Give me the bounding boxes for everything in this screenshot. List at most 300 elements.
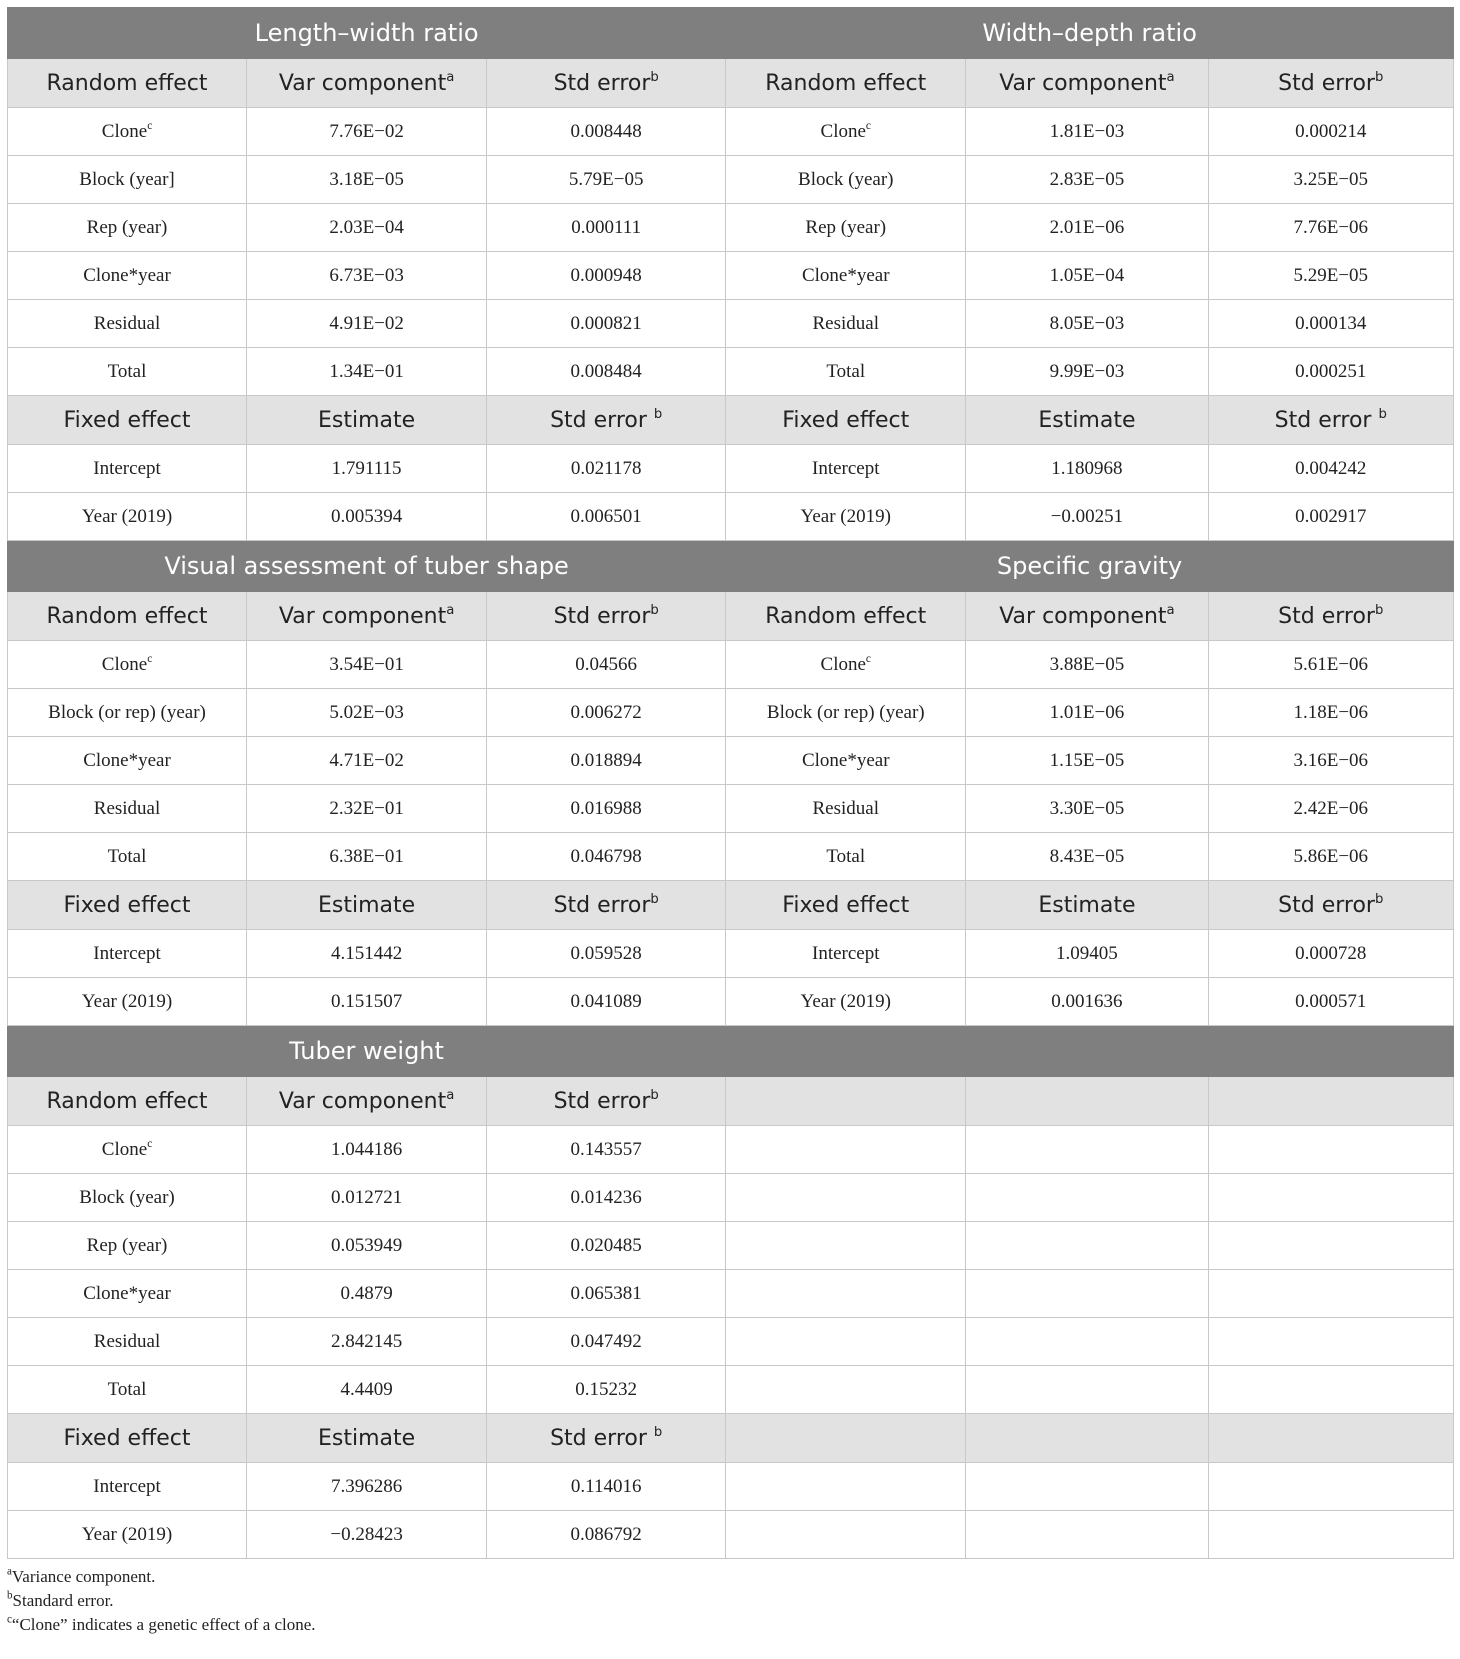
- column-header: [487, 881, 726, 930]
- effect-name: Year (2019): [800, 505, 891, 527]
- value-cell: [1208, 785, 1453, 833]
- footnote: [7, 1565, 1454, 1589]
- effect-name: Year (2019): [81, 505, 173, 527]
- column-header: [1208, 881, 1453, 930]
- value: 0.016988: [570, 797, 642, 819]
- value-cell: [487, 1511, 726, 1559]
- empty-cell: [966, 1126, 1208, 1174]
- effect-name: Residual: [812, 797, 879, 819]
- value-cell: [247, 1126, 487, 1174]
- value-cell: [966, 641, 1208, 689]
- effect-name-cell: [8, 978, 247, 1026]
- effect-name: Intercept: [93, 1475, 161, 1497]
- effect-name: Total: [826, 845, 866, 867]
- value: 0.4879: [340, 1282, 393, 1304]
- value-cell: [966, 108, 1208, 156]
- value-cell: [1208, 737, 1453, 785]
- superscript-marker: b: [1374, 891, 1384, 907]
- value: 0.000251: [1295, 360, 1367, 382]
- column-header: [726, 59, 966, 108]
- column-header-text: Random effect: [46, 70, 208, 96]
- section-title-text: Tuber weight: [289, 1037, 444, 1065]
- empty-cell: [1208, 1463, 1453, 1511]
- empty-cell: [1208, 1414, 1453, 1463]
- empty-cell: [1208, 1270, 1453, 1318]
- value-cell: [1208, 833, 1453, 881]
- effect-name: Total: [107, 845, 147, 867]
- value-cell: [1208, 689, 1453, 737]
- section-title-empty: [726, 1026, 1454, 1077]
- value-cell: [487, 445, 726, 493]
- value: 0.000214: [1295, 120, 1367, 142]
- value-cell: [1208, 252, 1453, 300]
- value-cell: [966, 156, 1208, 204]
- effect-name-cell: [8, 1318, 247, 1366]
- column-header-text: Random effect: [46, 603, 208, 629]
- column-header-text: Var component: [278, 1088, 447, 1114]
- column-header: [8, 1077, 247, 1126]
- column-header-text: Std error: [1278, 603, 1375, 629]
- value: 0.000111: [571, 216, 642, 238]
- effect-name-cell: [726, 493, 966, 541]
- effect-name: Intercept: [812, 942, 880, 964]
- value: 5.86E−06: [1293, 845, 1369, 867]
- superscript-marker: a: [1166, 602, 1175, 618]
- footnote: [7, 1589, 1454, 1613]
- column-header-text: Random effect: [46, 1088, 208, 1114]
- value: 4.151442: [330, 942, 403, 964]
- column-header: [1208, 592, 1453, 641]
- effect-name-cell: [8, 493, 247, 541]
- superscript-marker: b: [1374, 602, 1384, 618]
- table-row: [8, 493, 1454, 541]
- value-cell: [247, 785, 487, 833]
- value: 0.086792: [570, 1523, 642, 1545]
- column-header: [487, 592, 726, 641]
- value: 0.114016: [570, 1475, 642, 1497]
- column-header: [966, 592, 1208, 641]
- value-cell: [487, 737, 726, 785]
- value: 4.91E−02: [329, 312, 404, 334]
- value: 2.32E−01: [329, 797, 404, 819]
- effect-name-cell: [8, 156, 247, 204]
- superscript-marker: b: [650, 891, 659, 907]
- value-cell: [966, 833, 1208, 881]
- empty-cell: [726, 1174, 966, 1222]
- value-cell: [966, 204, 1208, 252]
- footnotes: [7, 1565, 1454, 1637]
- column-header: [487, 396, 726, 445]
- table-row: [8, 930, 1454, 978]
- column-header: [8, 881, 247, 930]
- value: 1.34E−01: [329, 360, 404, 382]
- column-header-text: Std error: [553, 70, 651, 96]
- empty-cell: [726, 1463, 966, 1511]
- value-cell: [966, 493, 1208, 541]
- value-cell: [966, 300, 1208, 348]
- effect-name-cell: [726, 108, 966, 156]
- effect-name: Clone*year: [83, 749, 171, 771]
- effect-name-cell: [8, 833, 247, 881]
- empty-cell: [966, 1366, 1208, 1414]
- value: 9.99E−03: [1049, 360, 1125, 382]
- effect-name: Block (year): [798, 168, 894, 190]
- value: 1.05E−04: [1049, 264, 1125, 286]
- effect-name-cell: [8, 1366, 247, 1414]
- value: 0.004242: [1295, 457, 1367, 479]
- value-cell: [1208, 348, 1453, 396]
- table-row: [8, 156, 1454, 204]
- effect-name: Clone*year: [801, 749, 890, 771]
- column-header-text: Random effect: [765, 70, 927, 96]
- value: 0.000571: [1295, 990, 1367, 1012]
- effect-name: Intercept: [93, 457, 161, 479]
- effect-name-cell: [8, 1511, 247, 1559]
- header-row: [8, 881, 1454, 930]
- value-cell: [247, 1222, 487, 1270]
- value: 0.000948: [570, 264, 642, 286]
- effect-name: Rep (year): [805, 216, 887, 238]
- column-header: [487, 1077, 726, 1126]
- table-row: [8, 1366, 1454, 1414]
- value-cell: [487, 978, 726, 1026]
- effect-name-cell: [8, 108, 247, 156]
- column-header-text: Fixed effect: [782, 407, 910, 433]
- column-header-text: Estimate: [1038, 892, 1136, 918]
- column-header-text: Random effect: [765, 603, 927, 629]
- effect-name: Clone*year: [83, 264, 171, 286]
- effect-name: Clone: [820, 653, 866, 675]
- superscript-marker: c: [147, 1137, 153, 1150]
- value: 0.005394: [330, 505, 403, 527]
- value-cell: [487, 252, 726, 300]
- value-cell: [487, 930, 726, 978]
- column-header-text: Std error: [553, 1088, 651, 1114]
- effect-name: Residual: [812, 312, 879, 334]
- superscript-marker: b: [1378, 406, 1387, 422]
- value-cell: [1208, 978, 1453, 1026]
- value: 0.000728: [1295, 942, 1367, 964]
- effect-name-cell: [726, 785, 966, 833]
- column-header-text: Estimate: [318, 1425, 416, 1451]
- footnote-text: “Clone” indicates a genetic effect of a clone.: [11, 1615, 316, 1634]
- empty-cell: [966, 1174, 1208, 1222]
- value-cell: [487, 1174, 726, 1222]
- column-header: [726, 592, 966, 641]
- value-cell: [487, 1318, 726, 1366]
- effect-name-cell: [8, 300, 247, 348]
- column-header: [247, 1077, 487, 1126]
- column-header: [247, 592, 487, 641]
- value-cell: [487, 156, 726, 204]
- empty-cell: [1208, 1077, 1453, 1126]
- value: 0.041089: [570, 990, 642, 1012]
- column-header-text: Std error: [1278, 70, 1375, 96]
- value-cell: [487, 641, 726, 689]
- value: 0.046798: [570, 845, 642, 867]
- value-cell: [1208, 445, 1453, 493]
- footnote: [7, 1613, 1454, 1637]
- value: 0.018894: [570, 749, 642, 771]
- value: 0.047492: [570, 1330, 642, 1352]
- column-header: [1208, 396, 1453, 445]
- value: 0.020485: [570, 1234, 642, 1256]
- column-header: [8, 592, 247, 641]
- column-header: [966, 59, 1208, 108]
- section-title-text: Specific gravity: [996, 552, 1183, 580]
- value-cell: [247, 1318, 487, 1366]
- effect-name-cell: [8, 1463, 247, 1511]
- value-cell: [1208, 930, 1453, 978]
- value: 0.006501: [570, 505, 642, 527]
- table-row: [8, 300, 1454, 348]
- value: 1.09405: [1056, 942, 1118, 964]
- table-row: [8, 348, 1454, 396]
- effect-name: Clone*year: [801, 264, 890, 286]
- value: 2.42E−06: [1293, 797, 1369, 819]
- value-cell: [487, 785, 726, 833]
- value: 0.008484: [570, 360, 642, 382]
- empty-cell: [1208, 1318, 1453, 1366]
- effect-name: Block (or rep) (year): [766, 701, 925, 723]
- section-title-text: Visual assessment of tuber shape: [164, 552, 569, 580]
- empty-cell: [1208, 1366, 1453, 1414]
- header-row: [8, 1414, 1454, 1463]
- value-cell: [247, 1366, 487, 1414]
- effect-name-cell: [8, 204, 247, 252]
- section-title: [8, 541, 726, 592]
- value-cell: [1208, 156, 1453, 204]
- value: 3.16E−06: [1293, 749, 1369, 771]
- value: 2.842145: [330, 1330, 403, 1352]
- empty-cell: [726, 1222, 966, 1270]
- superscript-marker: c: [865, 652, 871, 665]
- value: 1.044186: [330, 1138, 403, 1160]
- value-cell: [247, 978, 487, 1026]
- value-cell: [247, 1174, 487, 1222]
- value: 3.54E−01: [329, 653, 404, 675]
- superscript-marker: a: [446, 69, 455, 85]
- effect-name: Residual: [93, 1330, 161, 1352]
- superscript-marker: b: [7, 1589, 13, 1602]
- empty-cell: [726, 1318, 966, 1366]
- superscript-marker: c: [865, 119, 871, 132]
- empty-cell: [1208, 1174, 1453, 1222]
- value-cell: [966, 348, 1208, 396]
- empty-cell: [726, 1270, 966, 1318]
- empty-cell: [966, 1318, 1208, 1366]
- value: 6.73E−03: [329, 264, 404, 286]
- value-cell: [966, 785, 1208, 833]
- effect-name-cell: [8, 1270, 247, 1318]
- effect-name: Clone: [820, 120, 866, 142]
- column-header-text: Std error: [550, 407, 654, 433]
- section-row: [8, 541, 1454, 592]
- value-cell: [247, 252, 487, 300]
- effect-name-cell: [726, 689, 966, 737]
- column-header-text: Var component: [999, 70, 1167, 96]
- value: 0.143557: [570, 1138, 642, 1160]
- effect-name-cell: [8, 1222, 247, 1270]
- value: 0.021178: [570, 457, 642, 479]
- section-title: [726, 541, 1454, 592]
- value: 4.4409: [340, 1378, 393, 1400]
- value-cell: [247, 445, 487, 493]
- value-cell: [247, 1270, 487, 1318]
- superscript-marker: b: [650, 1087, 659, 1103]
- value: 1.18E−06: [1293, 701, 1369, 723]
- column-header-text: Std error: [1278, 892, 1375, 918]
- value-cell: [247, 641, 487, 689]
- section-title: [8, 1026, 726, 1077]
- value: 0.000134: [1295, 312, 1367, 334]
- value-cell: [966, 445, 1208, 493]
- superscript-marker: b: [650, 602, 659, 618]
- value-cell: [966, 737, 1208, 785]
- value-cell: [247, 204, 487, 252]
- superscript-marker: a: [7, 1565, 12, 1578]
- value: 2.01E−06: [1049, 216, 1125, 238]
- effect-name: Rep (year): [86, 1234, 168, 1256]
- value: 0.059528: [570, 942, 642, 964]
- effect-name-cell: [726, 204, 966, 252]
- value-cell: [487, 108, 726, 156]
- column-header: [1208, 59, 1453, 108]
- table-row: [8, 1511, 1454, 1559]
- value-cell: [487, 348, 726, 396]
- effect-name-cell: [726, 300, 966, 348]
- column-header: [247, 396, 487, 445]
- value-cell: [247, 930, 487, 978]
- effect-name: Block (or rep) (year): [48, 701, 206, 723]
- superscript-marker: a: [1166, 69, 1175, 85]
- column-header: [487, 59, 726, 108]
- effect-name-cell: [726, 737, 966, 785]
- effect-name: Year (2019): [81, 990, 173, 1012]
- superscript-marker: c: [7, 1613, 12, 1626]
- empty-cell: [1208, 1222, 1453, 1270]
- column-header-text: Var component: [278, 603, 447, 629]
- table-row: [8, 1174, 1454, 1222]
- table-row: [8, 204, 1454, 252]
- column-header: [966, 881, 1208, 930]
- value: 0.065381: [570, 1282, 642, 1304]
- value-cell: [487, 300, 726, 348]
- value-cell: [1208, 641, 1453, 689]
- effect-name: Clone*year: [83, 1282, 171, 1304]
- value-cell: [247, 348, 487, 396]
- effect-name: Total: [107, 1378, 147, 1400]
- superscript-marker: c: [147, 652, 153, 665]
- column-header: [8, 396, 247, 445]
- value-cell: [487, 1270, 726, 1318]
- column-header-text: Std error: [553, 892, 651, 918]
- superscript-marker: b: [650, 69, 659, 85]
- effect-name-cell: [726, 833, 966, 881]
- value-cell: [247, 1511, 487, 1559]
- empty-cell: [966, 1463, 1208, 1511]
- value: 0.002917: [1295, 505, 1367, 527]
- effect-name: Block (year]: [79, 168, 175, 190]
- effect-name-cell: [8, 1126, 247, 1174]
- value-cell: [247, 300, 487, 348]
- value: 1.15E−05: [1049, 749, 1125, 771]
- section-title-text: Length–width ratio: [254, 19, 479, 47]
- superscript-marker: a: [446, 602, 455, 618]
- empty-cell: [726, 1126, 966, 1174]
- column-header-text: Std error: [1274, 407, 1379, 433]
- effect-name-cell: [726, 348, 966, 396]
- value: 0.15232: [575, 1378, 638, 1400]
- header-row: [8, 592, 1454, 641]
- column-header-text: Estimate: [1038, 407, 1136, 433]
- value: 7.76E−02: [329, 120, 404, 142]
- value-cell: [487, 689, 726, 737]
- value: 0.012721: [330, 1186, 403, 1208]
- value: 0.04566: [575, 653, 638, 675]
- section-title: [8, 8, 726, 59]
- effect-name: Total: [107, 360, 147, 382]
- table-row: [8, 1270, 1454, 1318]
- value: 1.180968: [1051, 457, 1123, 479]
- value: 3.88E−05: [1049, 653, 1125, 675]
- table-row: [8, 737, 1454, 785]
- effect-name-cell: [726, 252, 966, 300]
- effect-name: Intercept: [93, 942, 161, 964]
- value-cell: [966, 978, 1208, 1026]
- column-header-text: Estimate: [318, 892, 416, 918]
- value-cell: [487, 493, 726, 541]
- value: 0.006272: [570, 701, 642, 723]
- table-row: [8, 1126, 1454, 1174]
- table-row: [8, 978, 1454, 1026]
- column-header: [487, 1414, 726, 1463]
- value: 7.396286: [330, 1475, 403, 1497]
- value: 0.053949: [330, 1234, 403, 1256]
- empty-cell: [726, 1511, 966, 1559]
- column-header-text: Fixed effect: [782, 892, 910, 918]
- column-header: [247, 881, 487, 930]
- superscript-marker: b: [1374, 69, 1384, 85]
- value-cell: [247, 108, 487, 156]
- value: 1.81E−03: [1049, 120, 1125, 142]
- effect-name-cell: [8, 1174, 247, 1222]
- value: 7.76E−06: [1293, 216, 1369, 238]
- value: 8.05E−03: [1049, 312, 1125, 334]
- empty-cell: [966, 1414, 1208, 1463]
- column-header-text: Var component: [999, 603, 1167, 629]
- effect-name-cell: [8, 252, 247, 300]
- superscript-marker: c: [147, 119, 153, 132]
- value-cell: [247, 833, 487, 881]
- column-header: [247, 59, 487, 108]
- table-row: [8, 641, 1454, 689]
- effect-name: Clone: [101, 653, 148, 675]
- column-header-text: Var component: [278, 70, 447, 96]
- value: 1.01E−06: [1049, 701, 1125, 723]
- value: −0.00251: [1050, 505, 1124, 527]
- value-cell: [247, 689, 487, 737]
- value: −0.28423: [330, 1523, 403, 1545]
- value: 5.29E−05: [1293, 264, 1369, 286]
- value: 0.008448: [570, 120, 642, 142]
- value-cell: [247, 737, 487, 785]
- empty-cell: [726, 1414, 966, 1463]
- value-cell: [487, 1222, 726, 1270]
- value-cell: [487, 1463, 726, 1511]
- superscript-marker: b: [653, 406, 663, 422]
- value: 0.014236: [570, 1186, 642, 1208]
